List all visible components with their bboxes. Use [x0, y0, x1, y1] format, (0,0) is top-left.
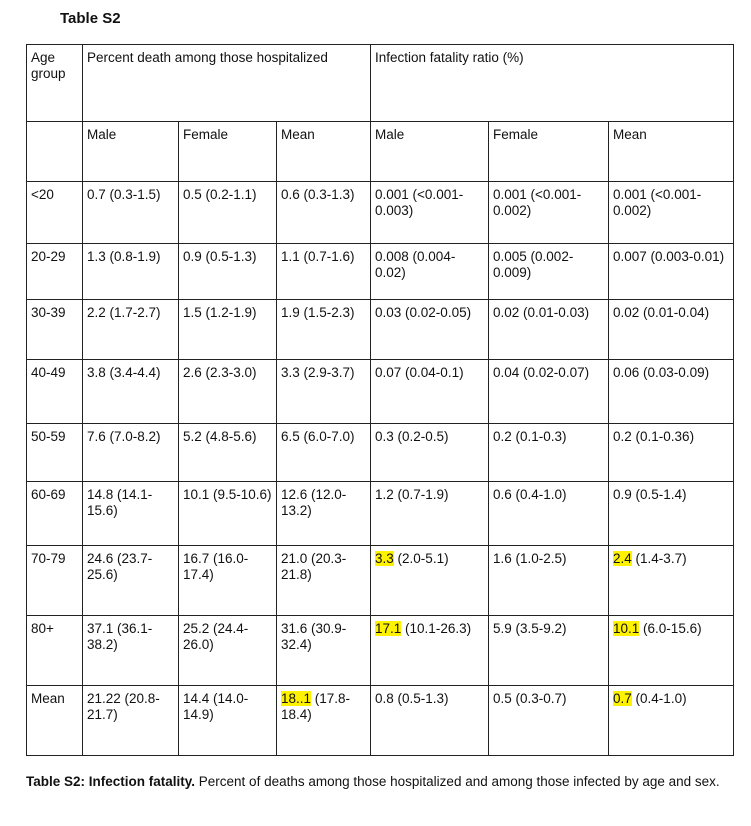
table-row	[27, 244, 734, 300]
value-cell: 2.4 (1.4-3.7)	[609, 546, 734, 616]
highlight-mark: 18..1	[281, 691, 312, 706]
value-cell: 3.8 (3.4-4.4)	[83, 360, 179, 424]
header-mean: Mean	[609, 122, 734, 182]
header-female: Female	[489, 122, 609, 182]
value-cell: 2.6 (2.3-3.0)	[179, 360, 277, 424]
age-group-cell: 80+	[27, 616, 83, 686]
age-group-cell: 30-39	[27, 300, 83, 360]
value-cell: 1.1 (0.7-1.6)	[277, 244, 371, 300]
value-cell: 0.005 (0.002-0.009)	[489, 244, 609, 300]
value-cell: 0.6 (0.3-1.3)	[277, 182, 371, 244]
age-group-cell: 70-79	[27, 546, 83, 616]
value-cell: 0.5 (0.3-0.7)	[489, 686, 609, 756]
value-cell: 2.2 (1.7-2.7)	[83, 300, 179, 360]
value-cell: 0.001 (<0.001-0.002)	[489, 182, 609, 244]
highlight-mark: 17.1	[375, 621, 402, 636]
table-row	[27, 546, 734, 616]
table-row	[27, 300, 734, 360]
highlight-mark: 10.1	[613, 621, 640, 636]
infection-fatality-table	[26, 44, 734, 756]
value-cell: 0.007 (0.003-0.01)	[609, 244, 734, 300]
age-group-cell: 60-69	[27, 482, 83, 546]
table-row	[27, 616, 734, 686]
value-cell: 24.6 (23.7-25.6)	[83, 546, 179, 616]
header-row-sex	[27, 122, 734, 182]
value-cell: 1.6 (1.0-2.5)	[489, 546, 609, 616]
value-cell: 0.3 (0.2-0.5)	[371, 424, 489, 482]
value-cell: 0.03 (0.02-0.05)	[371, 300, 489, 360]
value-cell: 25.2 (24.4-26.0)	[179, 616, 277, 686]
table-body	[27, 182, 734, 756]
value-cell: 37.1 (36.1-38.2)	[83, 616, 179, 686]
value-cell: 0.6 (0.4-1.0)	[489, 482, 609, 546]
value-cell: 0.06 (0.03-0.09)	[609, 360, 734, 424]
value-cell: 6.5 (6.0-7.0)	[277, 424, 371, 482]
value-cell: 1.9 (1.5-2.3)	[277, 300, 371, 360]
table-row	[27, 482, 734, 546]
value-cell: 0.07 (0.04-0.1)	[371, 360, 489, 424]
caption-text: Percent of deaths among those hospitalized and among those infected by age and sex.	[195, 774, 720, 789]
value-cell: 1.2 (0.7-1.9)	[371, 482, 489, 546]
header-female: Female	[179, 122, 277, 182]
value-cell: 14.8 (14.1-15.6)	[83, 482, 179, 546]
value-cell: 14.4 (14.0-14.9)	[179, 686, 277, 756]
caption-bold: Table S2: Infection fatality.	[26, 774, 196, 789]
table-row	[27, 360, 734, 424]
value-cell: 0.001 (<0.001-0.003)	[371, 182, 489, 244]
value-cell: 0.8 (0.5-1.3)	[371, 686, 489, 756]
header-row-group	[27, 45, 734, 122]
value-cell: 5.2 (4.8-5.6)	[179, 424, 277, 482]
value-cell: 21.22 (20.8-21.7)	[83, 686, 179, 756]
value-cell: 7.6 (7.0-8.2)	[83, 424, 179, 482]
age-group-cell: <20	[27, 182, 83, 244]
table-title: Table S2	[60, 10, 121, 27]
value-cell: 0.02 (0.01-0.04)	[609, 300, 734, 360]
value-cell: 10.1 (6.0-15.6)	[609, 616, 734, 686]
table-row	[27, 424, 734, 482]
value-cell: 12.6 (12.0-13.2)	[277, 482, 371, 546]
value-cell: 0.9 (0.5-1.4)	[609, 482, 734, 546]
header-empty	[27, 122, 83, 182]
header-male: Male	[371, 122, 489, 182]
value-cell: 0.2 (0.1-0.3)	[489, 424, 609, 482]
value-cell: 0.001 (<0.001-0.002)	[609, 182, 734, 244]
age-group-cell: 20-29	[27, 244, 83, 300]
table-caption	[26, 774, 736, 790]
value-cell: 1.5 (1.2-1.9)	[179, 300, 277, 360]
value-cell: 10.1 (9.5-10.6)	[179, 482, 277, 546]
value-cell: 1.3 (0.8-1.9)	[83, 244, 179, 300]
value-cell: 16.7 (16.0-17.4)	[179, 546, 277, 616]
value-cell: 5.9 (3.5-9.2)	[489, 616, 609, 686]
value-cell: 0.04 (0.02-0.07)	[489, 360, 609, 424]
age-group-cell: 40-49	[27, 360, 83, 424]
highlight-mark: 3.3	[375, 551, 394, 566]
age-group-cell: 50-59	[27, 424, 83, 482]
value-cell: 3.3 (2.0-5.1)	[371, 546, 489, 616]
header-ifr: Infection fatality ratio (%)	[371, 45, 734, 122]
header-mean: Mean	[277, 122, 371, 182]
age-group-cell: Mean	[27, 686, 83, 756]
value-cell: 0.008 (0.004-0.02)	[371, 244, 489, 300]
header-age-group: Age group	[27, 45, 83, 122]
header-percent-death: Percent death among those hospitalized	[83, 45, 371, 122]
value-cell: 3.3 (2.9-3.7)	[277, 360, 371, 424]
value-cell: 0.7 (0.4-1.0)	[609, 686, 734, 756]
highlight-mark: 2.4	[613, 551, 632, 566]
table-row	[27, 686, 734, 756]
table-row	[27, 182, 734, 244]
highlight-mark: 0.7	[613, 691, 632, 706]
value-cell: 0.02 (0.01-0.03)	[489, 300, 609, 360]
value-cell: 0.5 (0.2-1.1)	[179, 182, 277, 244]
value-cell: 18..1 (17.8-18.4)	[277, 686, 371, 756]
value-cell: 31.6 (30.9-32.4)	[277, 616, 371, 686]
value-cell: 0.7 (0.3-1.5)	[83, 182, 179, 244]
value-cell: 0.2 (0.1-0.36)	[609, 424, 734, 482]
value-cell: 21.0 (20.3-21.8)	[277, 546, 371, 616]
value-cell: 17.1 (10.1-26.3)	[371, 616, 489, 686]
header-male: Male	[83, 122, 179, 182]
value-cell: 0.9 (0.5-1.3)	[179, 244, 277, 300]
